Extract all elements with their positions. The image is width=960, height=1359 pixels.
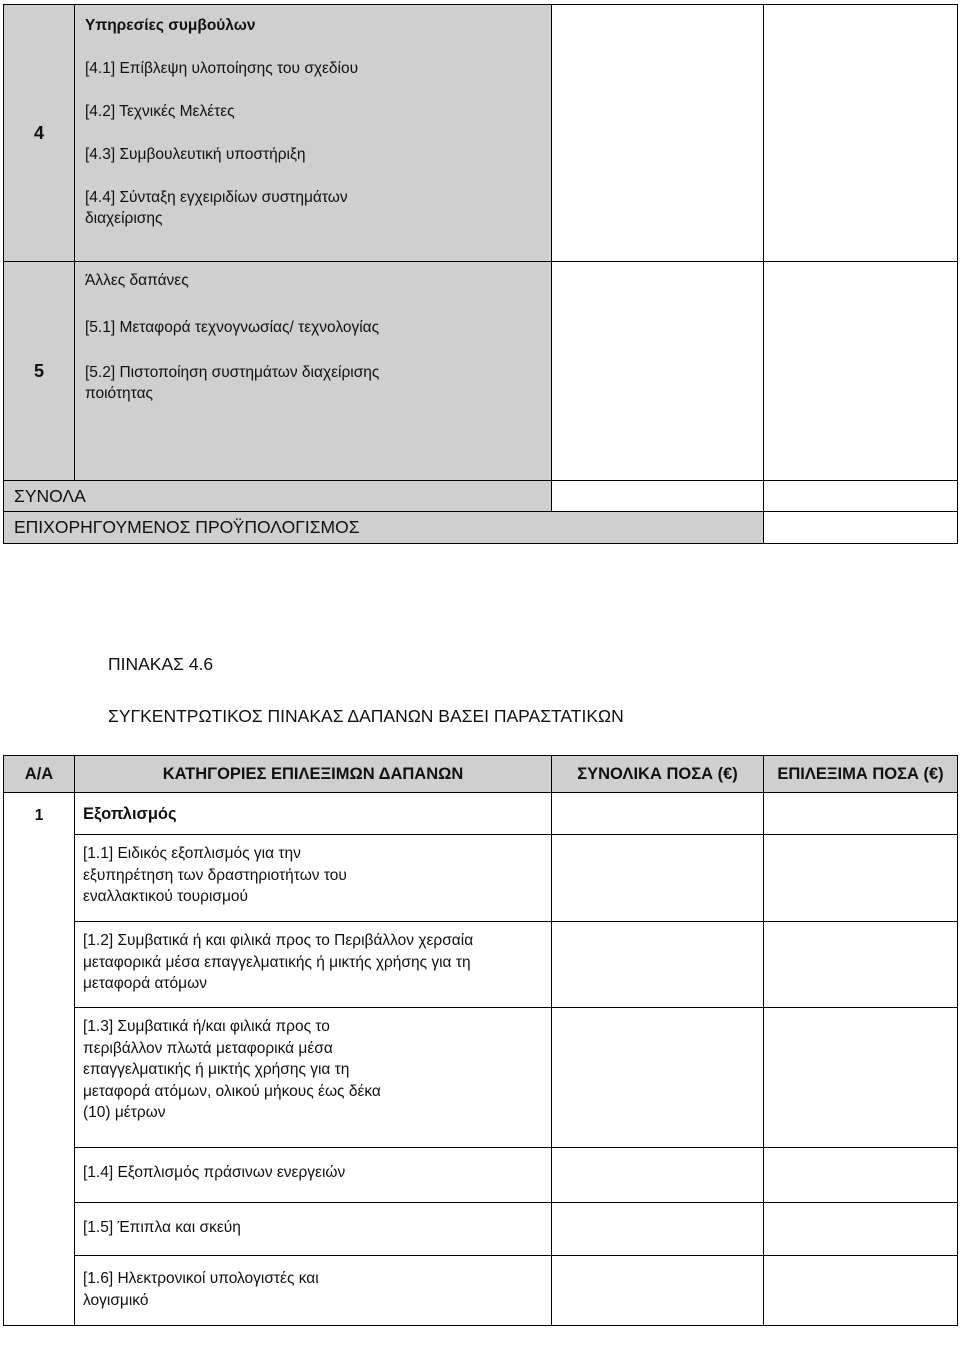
total-amount-cell[interactable] [552, 922, 764, 1008]
category-item: [1.5] Έπιπλα και σκεύη [83, 1219, 241, 1236]
header-aa: Α/Α [4, 756, 75, 793]
eligible-amount-cell[interactable] [764, 922, 958, 1008]
eligible-amount-cell[interactable] [764, 793, 958, 835]
category-item: [5.1] Μεταφορά τεχνογνωσίας/ τεχνολογίας [85, 319, 380, 336]
category-item: [1.4] Εξοπλισμός πράσινων ενεργειών [83, 1164, 346, 1181]
category-item: [1.3] Συμβατικά ή/και φιλικά προς το περιβάλλον πλωτά μεταφορικά μέσα επαγγελματικής ή μικτής χρήσης για τη μεταφορά ατόμων, ολικού μήκους έως δέκα (10) μέτρων [83, 1018, 381, 1121]
category-item: [4.2] Τεχνικές Μελέτες [85, 103, 235, 120]
expense-table-top [3, 4, 958, 481]
subsidized-budget-cell[interactable] [764, 512, 958, 544]
total-amount-cell[interactable] [552, 262, 764, 481]
category-item: [4.1] Επίβλεψη υλοποίησης του σχεδίου [85, 60, 359, 77]
category-item: [4.3] Συμβουλευτική υποστήριξη [85, 146, 306, 163]
category-heading: Άλλες δαπάνες [85, 272, 189, 289]
totals-eligible-cell[interactable] [764, 481, 958, 512]
table-number: ΠΙΝΑΚΑΣ 4.6 [108, 654, 214, 674]
row-number-4: 4 [4, 5, 75, 262]
eligible-amount-cell[interactable] [764, 835, 958, 922]
eligible-amount-cell[interactable] [764, 262, 958, 481]
subsidized-budget-label: ΕΠΙΧΟΡΗΓΟΥΜΕΝΟΣ ΠΡΟΫΠΟΛΟΓΙΣΜΟΣ [4, 512, 764, 544]
category-item: [1.1] Ειδικός εξοπλισμός για την εξυπηρέτηση των δραστηριοτήτων του εναλλακτικού τουρισμού [83, 845, 347, 905]
category-consultant-services [75, 5, 552, 262]
total-amount-cell[interactable] [552, 1203, 764, 1256]
category-other-expenses [75, 262, 552, 481]
category-heading: Υπηρεσίες συμβούλων [85, 17, 256, 34]
category-item: [5.2] Πιστοποίηση συστημάτων διαχείρισης ποιότητας [85, 364, 380, 402]
row-number-5: 5 [4, 262, 75, 481]
eligible-amount-cell[interactable] [764, 1256, 958, 1326]
header-eligible-amounts: ΕΠΙΛΕΞΙΜΑ ΠΟΣΑ (€) [764, 756, 958, 793]
header-total-amounts: ΣΥΝΟΛΙΚΑ ΠΟΣΑ (€) [552, 756, 764, 793]
expense-summary-table [3, 755, 958, 1326]
eligible-amount-cell[interactable] [764, 1008, 958, 1148]
total-amount-cell[interactable] [552, 793, 764, 835]
eligible-amount-cell[interactable] [764, 1148, 958, 1203]
category-item: [4.4] Σύνταξη εγχειριδίων συστημάτων διαχείρισης [85, 189, 348, 227]
table-title: ΣΥΓΚΕΝΤΡΩΤΙΚΟΣ ΠΙΝΑΚΑΣ ΔΑΠΑΝΩΝ ΒΑΣΕΙ ΠΑΡΑΣΤΑΤΙΚΩΝ [108, 706, 624, 726]
total-amount-cell[interactable] [552, 1256, 764, 1326]
eligible-amount-cell[interactable] [764, 1203, 958, 1256]
row-number-1: 1 [4, 793, 75, 1326]
total-amount-cell[interactable] [552, 835, 764, 922]
eligible-amount-cell[interactable] [764, 5, 958, 262]
category-item: [1.2] Συμβατικά ή και φιλικά προς το Περιβάλλον χερσαία μεταφορικά μέσα επαγγελματικής ή μικτής χρήσης για τη μεταφορά ατόμων [83, 932, 474, 992]
totals-label: ΣΥΝΟΛΑ [4, 481, 552, 512]
header-categories: ΚΑΤΗΓΟΡΙΕΣ ΕΠΙΛΕΞΙΜΩΝ ΔΑΠΑΝΩΝ [75, 756, 552, 793]
category-item: [1.6] Ηλεκτρονικοί υπολογιστές και λογισμικό [83, 1270, 319, 1309]
total-amount-cell[interactable] [552, 1148, 764, 1203]
total-amount-cell[interactable] [552, 5, 764, 262]
category-heading-equipment: Εξοπλισμός [75, 793, 552, 835]
total-amount-cell[interactable] [552, 1008, 764, 1148]
totals-table [3, 480, 958, 544]
totals-amount-cell[interactable] [552, 481, 764, 512]
